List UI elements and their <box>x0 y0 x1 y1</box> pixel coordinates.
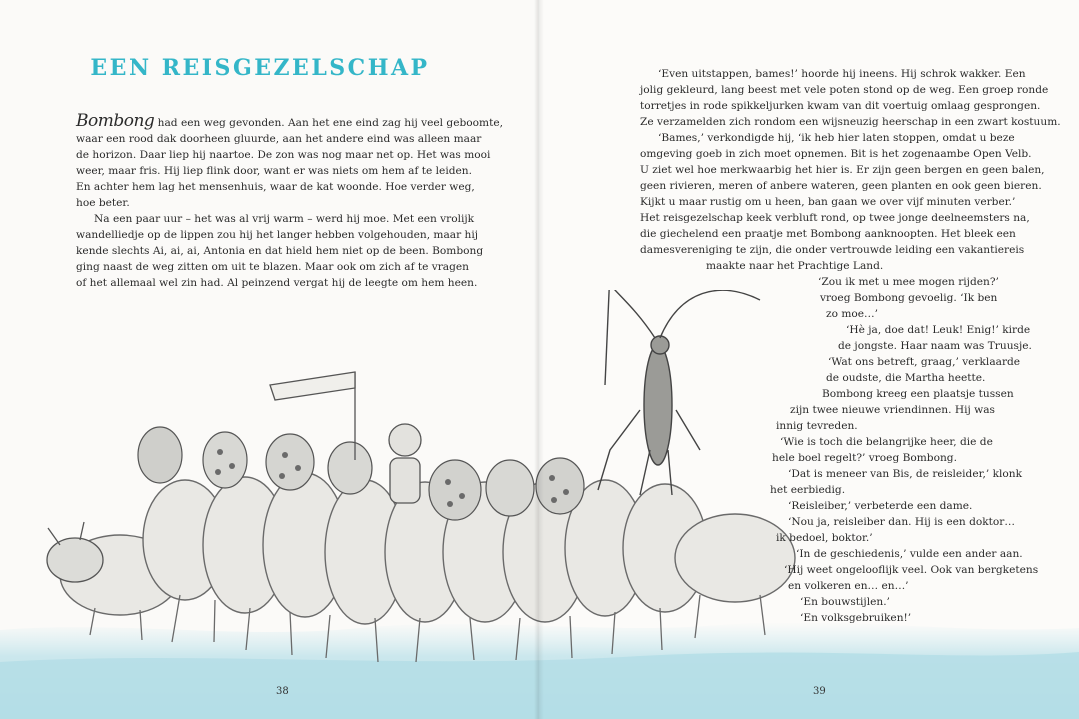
text-line: weer, maar fris. Hij liep flink door, want er was niets om hem af te leiden. <box>76 165 472 177</box>
text-line: ‘Hij weet ongelooflijk veel. Ook van bergketens <box>784 564 1039 576</box>
text-line: ‘Wie is toch die belangrijke heer, die de <box>780 436 993 448</box>
dropcap-word: Bombong <box>76 111 155 131</box>
text-line: ik bedoel, boktor.’ <box>776 532 873 544</box>
text-line: Bombong had een weg gevonden. Aan het ene eind zag hij veel geboomte, <box>76 111 503 131</box>
text-line: ‘Bames,’ verkondigde hij, ‘ik heb hier laten stoppen, omdat u beze <box>658 132 1015 144</box>
text-line: ‘Nou ja, reisleiber dan. Hij is een doktor… <box>788 516 1015 528</box>
text-line: U ziet wel hoe merkwaarbig het hier is. Er zijn geen bergen en geen balen, <box>640 164 1045 176</box>
text-line: en volkeren en… en…’ <box>788 580 909 592</box>
text-line: hoe beter. <box>76 197 130 209</box>
right-page-text <box>640 66 1061 626</box>
text-line: damesvereniging te zijn, die onder vertrouwde leiding een vakantiereis <box>640 244 1025 256</box>
text-line: ‘Zou ik met u mee mogen rijden?’ <box>818 276 999 288</box>
text-line: ‘Hè ja, doe dat! Leuk! Enig!’ kirde <box>846 324 1031 336</box>
text-line: innig tevreden. <box>776 420 858 432</box>
text-line: wandelliedje op de lippen zou hij het langer hebben volgehouden, maar hij <box>76 229 479 241</box>
text-line: Na een paar uur – het was al vrij warm – werd hij moe. Met een vrolijk <box>94 213 475 225</box>
chapter-title: EEN REISGEZELSCHAP <box>90 55 430 81</box>
page-number-right: 39 <box>813 686 826 697</box>
text-line: Bombong kreeg een plaatsje tussen <box>822 388 1014 400</box>
text-line: geen rivieren, meren of anbere wateren, geen planten en ook geen bieren. <box>640 180 1042 192</box>
text-line: het eerbiedig. <box>770 484 846 496</box>
text-line: vroeg Bombong gevoelig. ‘Ik ben <box>820 292 998 304</box>
text-line: zijn twee nieuwe vriendinnen. Hij was <box>790 404 995 416</box>
text-line: jolig gekleurd, lang beest met vele poten stond op de weg. Een groep ronde <box>640 84 1049 96</box>
text-line: ‘En bouwstijlen.’ <box>800 596 890 608</box>
text-line: de jongste. Haar naam was Truusje. <box>838 340 1032 352</box>
text-line: En achter hem lag het mensenhuis, waar de kat woonde. Hoe verder weg, <box>76 181 475 193</box>
text-line: waar een rood dak doorheen gluurde, aan het andere eind was alleen maar <box>76 133 482 145</box>
text-line: ‘Dat is meneer van Bis, de reisleider,’ klonk <box>788 468 1023 480</box>
text-line: Kijkt u maar rustig om u heen, ban gaan we over vijf minuten verber.’ <box>640 196 1016 208</box>
text-line: maakte naar het Prachtige Land. <box>706 260 884 272</box>
text-line: kende slechts Ai, ai, ai, Antonia en dat hield hem niet op de been. Bombong <box>76 245 484 257</box>
text-line: de horizon. Daar liep hij naartoe. De zon was nog maar net op. Het was mooi <box>76 149 491 161</box>
page-number-left: 38 <box>276 686 289 697</box>
text-line: of het allemaal wel zin had. Al peinzend vergat hij de leegte om hem heen. <box>76 277 478 289</box>
text-line: omgeving goeb in zich moet opnemen. Bit is het zogenaambe Open Velb. <box>640 148 1032 160</box>
text-line: ‘Wat ons betreft, graag,’ verklaarde <box>828 356 1021 368</box>
book-gutter <box>534 0 544 719</box>
text-line: hele boel regelt?’ vroeg Bombong. <box>772 452 957 464</box>
text-line: zo moe…’ <box>826 308 878 320</box>
text-line: ‘In de geschiedenis,’ vulde een ander aan. <box>796 548 1023 560</box>
text-line: Het reisgezelschap keek verbluft rond, op twee jonge deelneemsters na, <box>640 212 1030 224</box>
text-line: de oudste, die Martha heette. <box>826 372 986 384</box>
text-line: torretjes in rode spikkeljurken kwam van dit voertuig omlaag gesprongen. <box>640 100 1041 112</box>
text-line: ‘En volksgebruiken!’ <box>800 612 912 624</box>
text-line: ging naast de weg zitten om uit te blazen. Maar ook om zich af te vragen <box>76 261 469 273</box>
left-page-text <box>76 111 503 291</box>
text-line: ‘Even uitstappen, bames!’ hoorde hij ineens. Hij schrok wakker. Een <box>658 68 1026 80</box>
text-line: Ze verzamelden zich rondom een wijsneuzig heerschap in een zwart kostuum. <box>640 116 1061 128</box>
text-line: die giechelend een praatje met Bombong aanknoopten. Het bleek een <box>640 228 1016 240</box>
text-line: ‘Reisleiber,’ verbeterde een dame. <box>788 500 973 512</box>
